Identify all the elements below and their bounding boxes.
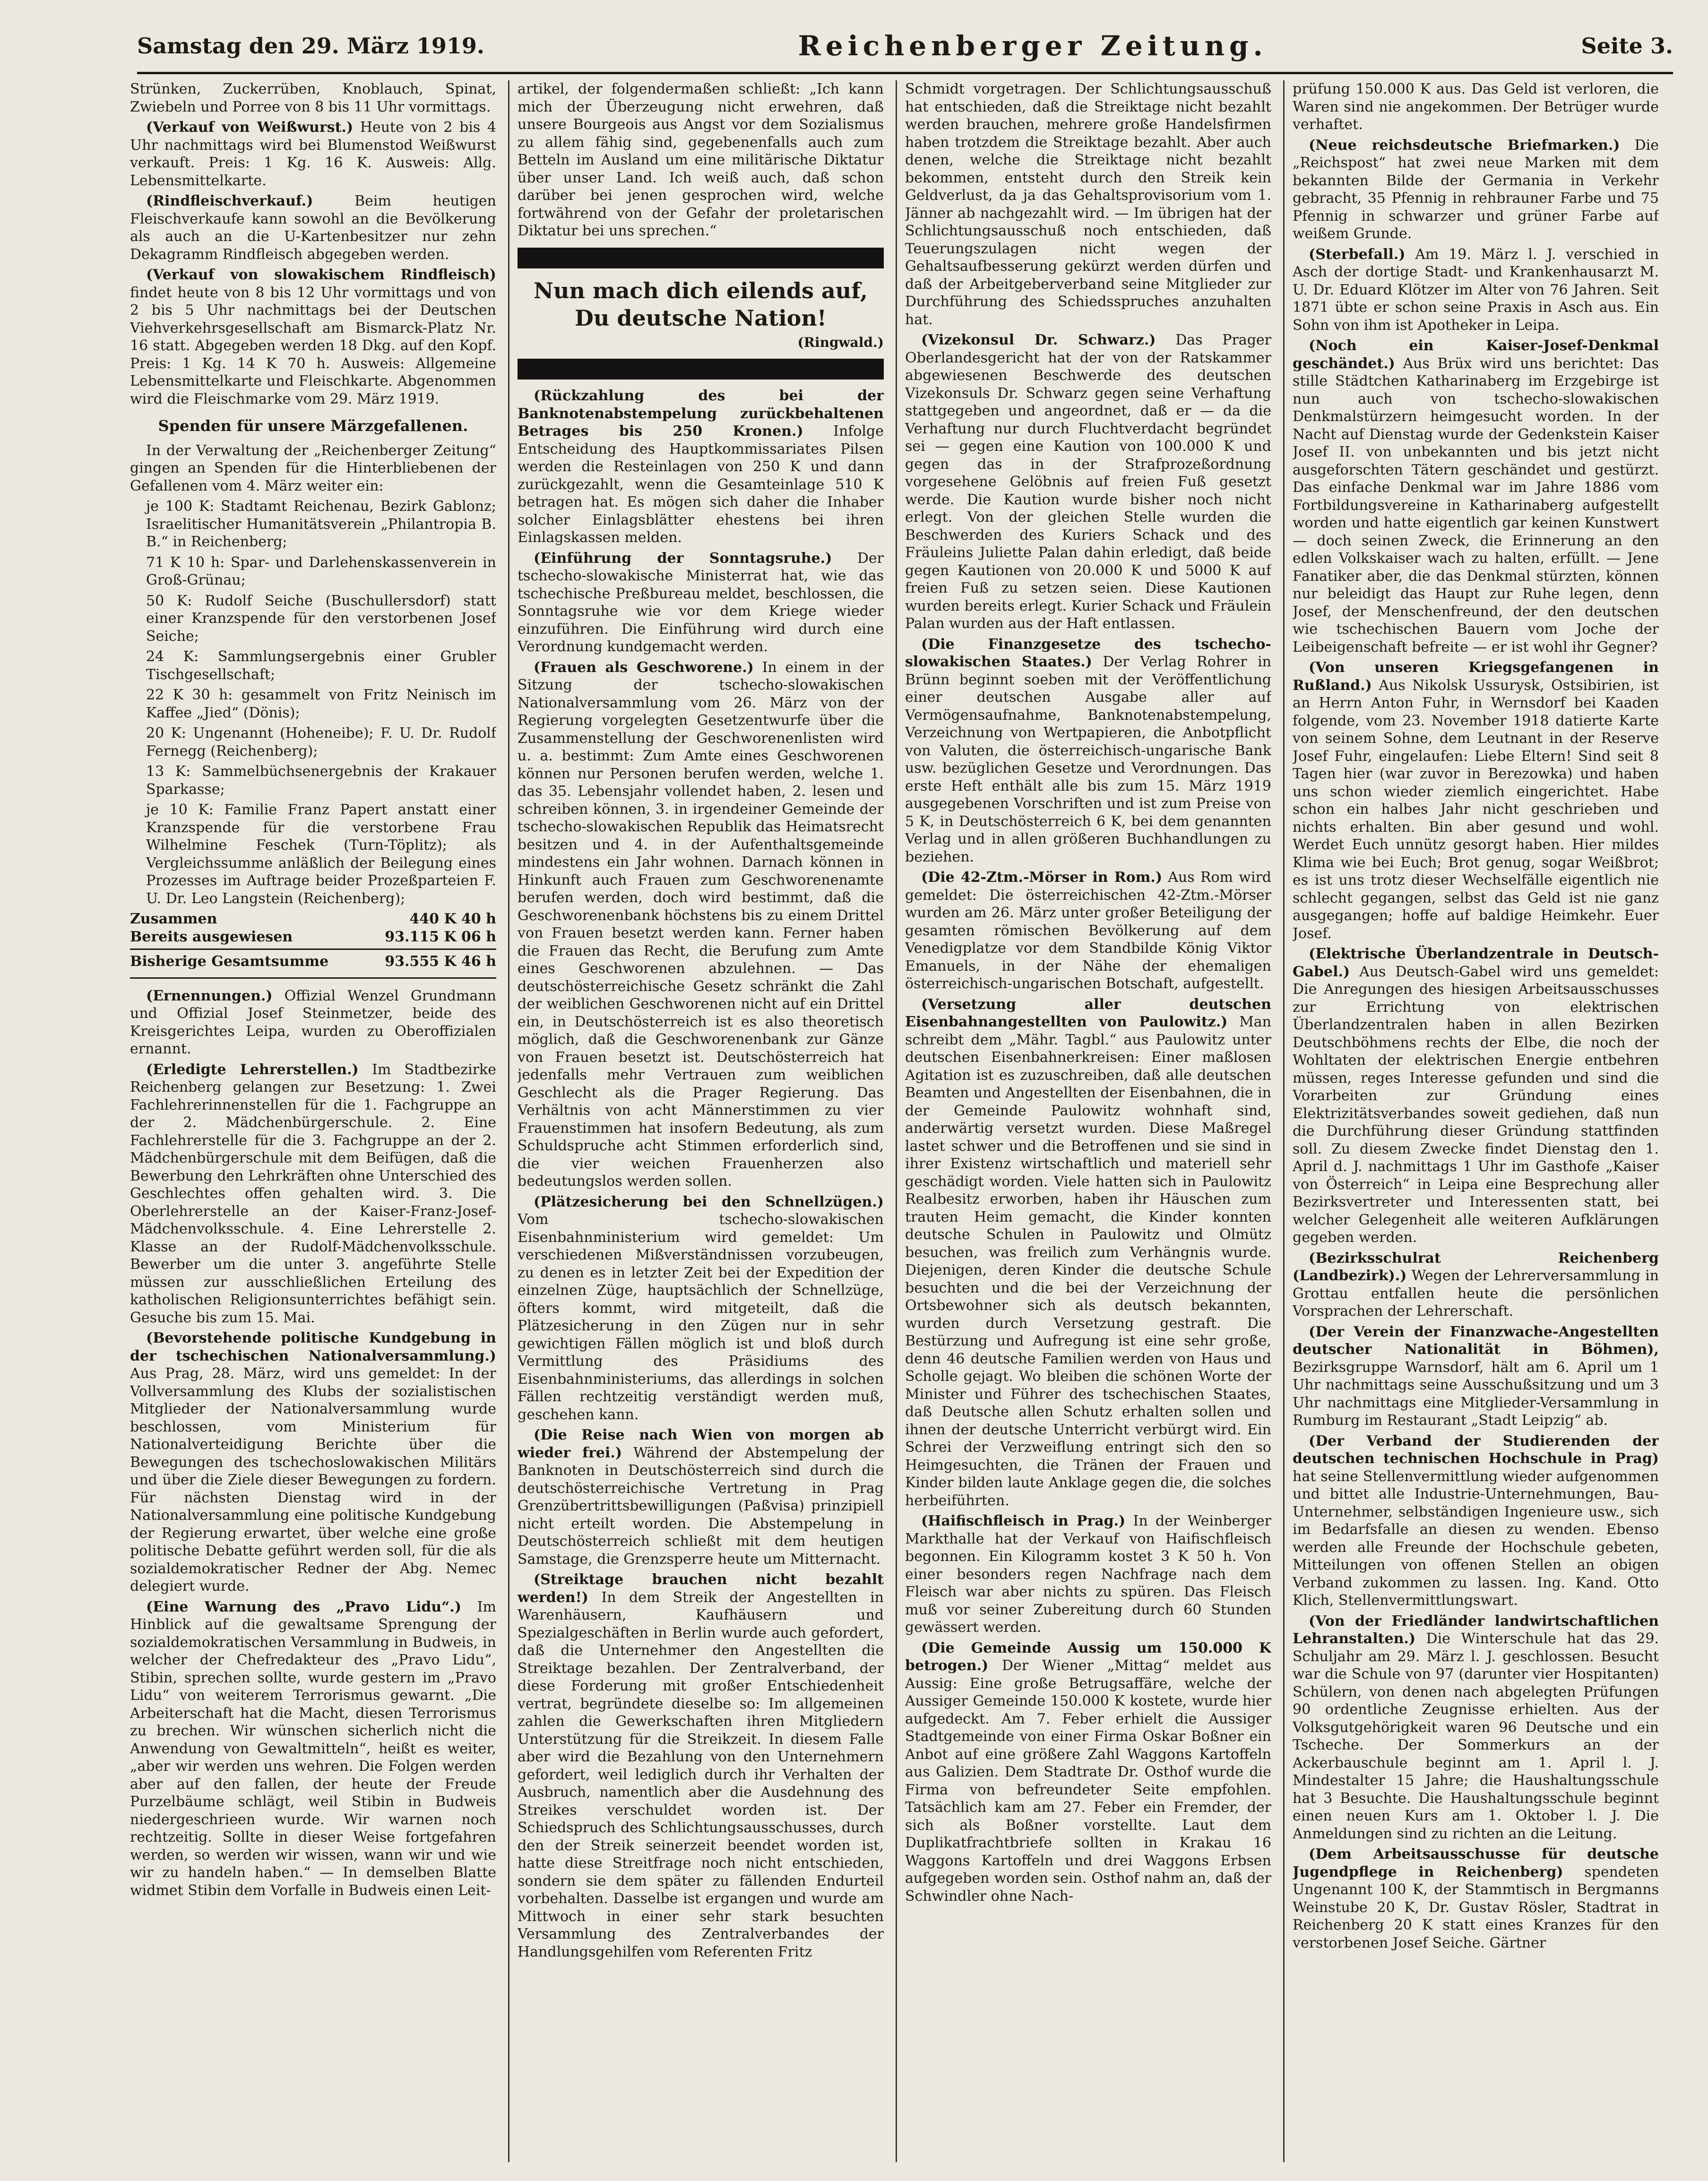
article-keyword: (Bevorstehende politische Kundgebung in der tschechischen Nationalversammlung.) bbox=[130, 1330, 496, 1364]
column-3 bbox=[905, 80, 1271, 2162]
article-keyword: (Neue reichsdeutsche Briefmarken.) bbox=[1309, 137, 1620, 154]
article-text: In der Weinberger Markthalle hat der Verkauf von Haifischfleisch begonnen. Ein Kilogramm kostet 3 K 50 h. Von einer besonders regen Nachfrage nach dem Fleisch war aber nichts zu spüren. Das Fleisch muß vor seiner Zubereitung durch 60 Stunden gewässert werden. bbox=[905, 1513, 1271, 1636]
motto-bar-top bbox=[518, 248, 884, 268]
article-text: Infolge Entscheidung des Hauptkommissariates Pilsen werden die Resteinlagen von 250 K und dann zurückgezahlt, wenn die Gesamteinlage 510 K betragen hat. Es mögen sich daher die Inhaber solcher Einlagsblätter ehestens bei ihren Einlagskassen melden. bbox=[518, 423, 884, 546]
article-keyword: (Streiktage brauchen nicht bezahlt werden!) bbox=[518, 1571, 884, 1606]
sum-label: Bereits ausgewiesen bbox=[130, 928, 293, 945]
article-text: Man schreibt dem „Mähr. Tagbl.“ aus Paulowitz unter deutschen Eisenbahnerkreisen: Einer maßlosen Agitation ist es zuzuschreiben, daß alle deutschen Beamten und Angestellten der Eisenbahnen, die in der Gemeinde Paulowitz wohnhaft sind, anderwärtig versetzt wurden. Diese Maßregel lastet schwer und die Betroffenen und sie sind in ihrer Existenz wirtschaftlich und materiell sehr geschädigt worden. Viele hatten sich in Paulowitz Realbesitz erworben, haben ihr Häuschen zum trauten Heim gemacht, die Kinder konnten deutsche Schulen in Paulowitz und Olmütz besuchen, was freilich zum Verhängnis wurde. Diejenigen, deren Kinder die deutsche Schule besuchten und die bei der Verzeichnung der Ortsbewohner sich als deutsch bekannten, wurden durch Versetzung gestraft. Die Bestürzung und Aufregung ist eine sehr große, denn 46 deutsche Familien werden von Haus und Scholle gejagt. Wo bleiben die schönen Worte der Minister und Führer des tschechischen Staates, daß Deutsche allen Schutz erhalten sollen und ihnen der deutsche Unterricht verbürgt wird. Ein Schrei der Verzweiflung entringt sich den so Heimgesuchten, die Tränen der Frauen und Kinder bilden laute Anklage gegen die, die solches herbeiführten. bbox=[905, 1014, 1271, 1509]
article-paragraph: Strünken, Zuckerrüben, Knoblauch, Spinat, Zwiebeln und Porree von 8 bis 11 Uhr vormittags. bbox=[130, 81, 496, 115]
sum-label: Bisherige Gesamtsumme bbox=[130, 953, 329, 970]
article-keyword: (Noch ein Kaiser-Josef-Denkmal geschändet.) bbox=[1293, 337, 1659, 372]
article-keyword: (Eine Warnung des „Pravo Lidu“.) bbox=[146, 1598, 462, 1615]
article-paragraph bbox=[130, 1329, 496, 1595]
article-text: hat seine Stellenvermittlung wieder aufgenommen und bittet alle Industrie-Unternehmungen, Bau-Unternehmer, selbständigen Ingenieure usw., sich im Bedarfsfalle an diesen zu wenden. Ebenso werden alle Freunde der Hochschule gebeten, Mitteilungen von offenen Stellen an obigen Verband zukommen zu lassen. Ing. Kand. Otto Klich, Stellenvermittlungswart. bbox=[1293, 1468, 1659, 1609]
article-paragraph bbox=[1293, 1612, 1659, 1843]
issue-date: Samstag den 29. März 1919. bbox=[137, 33, 484, 59]
article-keyword: (Verkauf von slowakischem Rindfleisch) bbox=[146, 267, 496, 283]
column-1 bbox=[130, 80, 496, 2162]
article-text: Bezirksgruppe Warnsdorf, hält am 6. April um 1 Uhr nachmittags seine Ausschußsitzung und um 3 Uhr nachmittags eine Mitglieder-Versammlung in Rumburg im Restaurant „Stadt Leipzig“ ab. bbox=[1293, 1359, 1659, 1429]
article-keyword: (Dem Arbeitsausschusse für deutsche Jugendpflege in Reichenberg) bbox=[1293, 1846, 1659, 1880]
list-item: 13 K: Sammelbüchsenergebnis der Krakauer Sparkasse; bbox=[146, 763, 496, 798]
article-keyword: (Erledigte Lehrerstellen.) bbox=[146, 1061, 359, 1078]
article-paragraph bbox=[905, 1639, 1271, 1905]
motto-text: Nun mach dich eilends auf, Du deutsche Nation! bbox=[533, 277, 868, 331]
article-keyword: (Verkauf von Weißwurst.) bbox=[146, 119, 354, 136]
article-keyword: (Die Gemeinde Aussig um 150.000 K betrogen.) bbox=[905, 1639, 1271, 1674]
masthead-title: Reichenberger Zeitung. bbox=[798, 30, 1268, 62]
article-paragraph bbox=[905, 869, 1271, 993]
article-paragraph bbox=[1293, 1845, 1659, 1952]
list-item: 20 K: Ungenannt (Hoheneibe); F. U. Dr. Rudolf Fernegg (Reichenberg); bbox=[146, 725, 496, 759]
article-keyword: (Einführung der Sonntagsruhe.) bbox=[534, 550, 832, 567]
article-keyword: (Sterbefall.) bbox=[1309, 246, 1406, 263]
motto-source: (Ringwald.) bbox=[797, 334, 884, 350]
sum-value: 93.115 K 06 h bbox=[385, 928, 496, 945]
article-text: Aus Brüx wird uns berichtet: Das stille Städtchen Katharinaberg im Erzgebirge ist nun auch von tschecho-slowakischen Denkmalstürzern heimgesucht worden. In der Nacht auf Dienstag wurde der Gedenkstein Kaiser Josef II. von unbekannten und bis jetzt nicht ausgeforschten Tätern geschändet und gestürzt. Das einfache Denkmal war im Jahre 1886 vom Fortbildungsvereine in Katharinaberg aufgestellt worden und hatte eigentlich gar keinen Kunstwert — doch seinen Zweck, die Erinnerung an den edlen Volkskaiser wach zu halten, erfüllt. — Jene Fanatiker aber, die das Denkmal stürzten, können nur beleidigt das Haupt zur Ruhe legen, denn Josef, der Menschenfreund, der den deutschen wie tschechischen Bauern vom Joche der Leibeigenschaft befreite — er ist wohl ihr Gegner? bbox=[1293, 355, 1659, 655]
article-paragraph bbox=[518, 550, 884, 656]
article-paragraph bbox=[1293, 945, 1659, 1247]
article-paragraph bbox=[130, 266, 496, 408]
list-item: 50 K: Rudolf Seiche (Buschullersdorf) statt einer Kranzspende für den verstorbenen Josef Seiche; bbox=[146, 592, 496, 645]
column-4 bbox=[1293, 80, 1659, 2162]
article-keyword: (Frauen als Geschworene.) bbox=[534, 659, 754, 676]
article-text: Das Prager Oberlandesgericht hat der von der Ratskammer abgewiesenen Beschwerde des deutschen Vizekonsuls Dr. Schwarz gegen seine Verhaftung stattgegeben und angeordnet, daß er — da die Verhaftung nur durch Fluchtverdacht begründet sei — gegen eine Kaution von 100.000 K und gegen das in der Strafprozeßordnung vorgesehene Gelöbnis auf freien Fuß gesetzt werde. Die Kaution wurde bisher noch nicht erlegt. Von der gleichen Stelle wurden die Beschwerden des Kuriers Schack und des Fräuleins Juliette Palan dahin erledigt, daß beide gegen Kautionen von 20.000 K und 5000 K auf freien Fuß zu setzen seien. Diese Kautionen wurden bereits erlegt. Kurier Schack und Fräulein Palan wurden aus der Haft entlassen. bbox=[905, 332, 1271, 632]
sum-row bbox=[130, 910, 496, 928]
article-text: Im Stadtbezirke Reichenberg gelangen zur Besetzung: 1. Zwei Fachlehrerinnenstellen für die 1. Fachgruppe an der 2. Mädchenbürgerschule. 2. Eine Fachlehrerstelle für die 3. Fachgruppe an der 2. Mädchenbürgerschule mit dem Beifügen, daß die Bewerbung den Lehrkräften ohne Unterschied des Geschlechtes offen gehalten wird. 3. Die Oberlehrerstelle an der Kaiser-Franz-Josef-Mädchenvolksschule. 4. Eine Lehrerstelle 2. Klasse an der Rudolf-Mädchenvolksschule. Bewerber um die unter 3. angeführte Stelle müssen zur ausschließlichen Erteilung des katholischen Religionsunterrichtes befähigt sein. Gesuche bis zum 15. Mai. bbox=[130, 1061, 496, 1326]
article-keyword: (Ernennungen.) bbox=[146, 987, 273, 1004]
article-text: Der Verlag Rohrer in Brünn beginnt soeben mit der Veröffentlichung einer deutschen Ausgabe aller auf Vermögensaufnahme, Banknotenabstempelung, Verzeichnung von Wertpapieren, die Anbotpflicht von Valuten, die österreichisch-ungarische Bank usw. bezüglichen Gesetze und Verordnungen. Das erste Heft enthält alle bis zum 15. März 1919 ausgegebenen Vorschriften und ist zum Preise von 5 K, in Deutschösterreich 6 K, bei dem genannten Verlag und in allen größeren Buchhandlungen zu beziehen. bbox=[905, 654, 1271, 865]
article-keyword: (Die Finanzgesetze des tschecho-slowakischen Staates.) bbox=[905, 636, 1271, 670]
article-paragraph bbox=[905, 1512, 1271, 1637]
donation-list bbox=[130, 498, 496, 907]
article-paragraph bbox=[130, 192, 496, 263]
article-keyword: (Von unseren Kriegsgefangenen in Rußland.) bbox=[1293, 659, 1659, 694]
article-paragraph bbox=[1293, 1250, 1659, 1320]
article-paragraph bbox=[518, 1571, 884, 1961]
article-keyword: (Rückzahlung des bei der Banknotenabstempelung zurückbehaltenen Betrages bis 250 Kronen.) bbox=[518, 388, 884, 440]
article-text: Im Hinblick auf die gewaltsame Sprengung der sozialdemokratischen Versammlung in Budweis, in welcher der Chefredakteur des „Pravo Lidu“, Stibin, sprechen sollte, wurde gestern im „Pravo Lidu“ von weiterem Terrorismus gewarnt. „Die Arbeiterschaft hat die Macht, diesen Terrorismus zu brechen. Wir wünschen sicherlich nicht die Anwendung von Gewaltmitteln“, heißt es weiter, „aber wir werden uns wehren. Die Folgen werden aber auf den fallen, der heute der Freude Purzelbäume schlägt, weil Stibin in Budweis niedergeschrieen wurde. Wir warnen noch rechtzeitig. Sollte in dieser Weise fortgefahren werden, so werden wir wissen, wann wir und wie wir zu handeln haben.“ — In demselben Blatte widmet Stibin dem Vorfalle in Budweis einen Leit- bbox=[130, 1598, 496, 1899]
article-paragraph bbox=[130, 1598, 496, 1900]
article-text: Aus Deutsch-Gabel wird uns gemeldet: Die Anregungen des hiesigen Arbeitsausschusses zur Errichtung von elektrischen Überlandzentralen haben in allen Bezirken Deutschböhmens rechts der Elbe, die noch der Wohltaten der elektrischen Energie entbehren müssen, reges Interesse gefunden und sind die Vorarbeiten zur Gründung eines Elektrizitätsverbandes soweit gediehen, daß nun die Durchführung dieser Gründung stattfinden soll. Zu diesem Zwecke findet Dienstag den 1. April d. J. nachmittags 1 Uhr im Gasthofe „Kaiser von Österreich“ in Leipa eine Besprechung aller Bezirksvertreter und Interessenten statt, bei welcher Gelegenheit alle weiteren Aufklärungen gegeben werden. bbox=[1293, 963, 1659, 1246]
article-text: spendeten Ungenannt 100 K, der Stammtisch in Bergmanns Weinstube 20 K, Dr. Gustav Rösler, Stadtrat in Reichenberg 20 K statt eines Kranzes für den verstorbenen Josef Seiche. Gärtner bbox=[1293, 1863, 1659, 1951]
article-paragraph bbox=[130, 987, 496, 1058]
column-divider bbox=[1283, 80, 1285, 2162]
article-keyword: (Haifischfleisch in Prag.) bbox=[921, 1513, 1126, 1529]
article-paragraph: prüfung 150.000 K aus. Das Geld ist verloren, die Waren sind nie angekommen. Der Betrüger wurde verhaftet. bbox=[1293, 81, 1659, 133]
list-item: je 10 K: Familie Franz Papert anstatt einer Kranzspende für die verstorbene Frau Wilhelmine Feschek (Turn-Töplitz); als Vergleichssumme anläßlich der Beilegung eines Prozesses im Auftrage beider Prozeßparteien F. U. Dr. Leo Langstein (Reichenberg); bbox=[146, 802, 496, 907]
article-paragraph bbox=[518, 659, 884, 1190]
article-text: Die „Reichspost“ hat zwei neue Marken mit dem bekannten Bilde der Germania in Verkehr gebracht, 35 Pfennig in rehbrauner Farbe und 75 Pfennig in schwarzer und grüner Farbe auf weißem Grunde. bbox=[1293, 137, 1659, 242]
column-divider bbox=[896, 80, 897, 2162]
article-paragraph bbox=[518, 387, 884, 547]
list-item: 24 K: Sammlungsergebnis einer Grubler Tischgesellschaft; bbox=[146, 648, 496, 683]
list-item: 22 K 30 h: gesammelt von Fritz Neinisch im Kaffee „Jied“ (Dönis); bbox=[146, 687, 496, 721]
article-text: In dem Streik der Angestellten in Warenhäusern, Kaufhäusern und Spezialgeschäften in Berlin wurde auch gefordert, daß die Unternehmer den Angestellten die Streiktage bezahlen. Der Zentralverband, der diese Forderung mit großer Entschiedenheit vertrat, begründete dieselbe so: Im allgemeinen zahlen die Gewerkschaften ihren Mitgliedern Unterstützung für die Streikzeit. In diesem Falle aber wird die Bezahlung von den Unternehmern gefordert, weil lediglich durch ihr Verhalten der Ausbruch, namentlich aber die Ausdehnung des Streikes verschuldet worden ist. Der Schiedspruch des Schlichtungsausschusses, durch den der Streik seinerzeit beendet worden ist, hatte diese Streitfrage noch nicht entschieden, sondern sie dem später zu fällenden Endurteil vorbehalten. Dasselbe ist ergangen und wurde am Mittwoch in einer sehr stark besuchten Versammlung des Zentralverbandes der Handlungsgehilfen vom Referenten Fritz bbox=[518, 1589, 884, 1960]
article-paragraph bbox=[1293, 1432, 1659, 1610]
article-text: Aus Rom wird gemeldet: Die österreichischen 42-Ztm.-Mörser wurden am 26. März unter großer Beteiligung der gesamten römischen Bevölkerung auf dem Venedigplatze vor dem Standbilde König Viktor Emanuels, in der Nähe der ehemaligen österreichisch-ungarischen Botschaft, aufgestellt. bbox=[905, 869, 1271, 992]
article-keyword: (Bezirksschulrat Reichenberg (Landbezirk).) bbox=[1293, 1250, 1659, 1284]
article-text: Beim heutigen Fleischverkaufe kann sowohl an die Bevölkerung als auch an die U-Kartenbesitzer nur zehn Dekagramm Rindfleisch abgegeben werden. bbox=[130, 193, 496, 263]
article-keyword: (Der Verband der Studierenden der deutschen technischen Hochschule in Prag) bbox=[1293, 1432, 1659, 1467]
article-paragraph bbox=[905, 331, 1271, 633]
motto-bar-bottom bbox=[518, 359, 884, 379]
article-paragraph bbox=[130, 119, 496, 190]
sum-value: 440 K 40 h bbox=[409, 911, 496, 927]
article-paragraph bbox=[905, 996, 1271, 1510]
article-paragraph: Schmidt vorgetragen. Der Schlichtungsausschuß hat entschieden, daß die Streiktage nicht bezahlt werden brauchen, mehrere große Handelsfirmen haben trotzdem die Streiktage bezahlt. Aber auch denen, welche die Streiktage nicht bezahlt bekommen, entsteht durch den Streik kein Geldverlust, da ja das Gehaltsprovisorium vom 1. Jänner ab nachgezahlt wird. — Im übrigen hat der Schlichtungsausschuß noch entschieden, daß Teuerungszulagen nicht wegen der Gehaltsaufbesserung gekürzt werden dürfen und daß der Arbeitgeberverband seine Mitglieder zur Durchführung des Schiedsspruches anzuhalten hat. bbox=[905, 81, 1271, 328]
article-text: Am 19. März l. J. verschied in Asch der dortige Stadt- und Krankenhausarzt M. U. Dr. Eduard Klötzer im Alter von 76 Jahren. Seit 1871 übte er schon seine Praxis in Asch aus. Ein Sohn von ihm ist Apotheker in Leipa. bbox=[1293, 246, 1659, 334]
article-keyword: (Der Verein der Finanzwache-Angestellten deutscher Nationalität in Böhmen), bbox=[1293, 1323, 1659, 1358]
article-text: Der Wiener „Mittag“ meldet aus Aussig: Eine große Betrugsaffäre, welche der Aussiger Gemeinde 150.000 K kostete, wurde hier aufgedeckt. Am 7. Feber erhielt die Aussiger Stadtgemeinde von einer Firma Oskar Boßner ein Anbot auf eine größere Zahl Waggons Kartoffeln aus Galizien. Dem Stadtrate Dr. Osthof wurde die Firma von befreundeter Seite empfohlen. Tatsächlich kam am 27. Feber ein Fremder, der sich als Boßner vorstellte. Laut dem Duplikatfrachtbriefe sollten in Krakau 16 Waggons Kartoffeln und drei Waggons Erbsen aufgegeben worden sein. Osthof nahm an, daß der Schwindler ohne Nach- bbox=[905, 1657, 1271, 1905]
sum-label: Zusammen bbox=[130, 911, 217, 927]
section-rule bbox=[130, 977, 496, 979]
article-text: Die Winterschule hat das 29. Schuljahr am 29. März l. J. geschlossen. Besucht war die Schule von 97 (darunter vier Hospitanten) Schülern, von denen nach abgelegten Prüfungen 90 ordentliche Zeugnisse erhielten. Aus der Volksgutgehörigkeit waren 96 Deutsche und ein Tscheche. Der Sommerkurs an der Ackerbauschule beginnt am 1. April l. J. Mindestalter 15 Jahre; die Haushaltungsschule hat 3 Besuchte. Die Haushaltungsschule beginnt einen neuen Kurs am 1. Oktober l. J. Die Anmeldungen sind zu richten an die Leitung. bbox=[1293, 1630, 1659, 1842]
list-item: 71 K 10 h: Spar- und Darlehenskassenverein in Groß-Grünau; bbox=[146, 554, 496, 588]
article-paragraph bbox=[1293, 337, 1659, 656]
article-keyword: (Die Reise nach Wien von morgen ab wieder frei.) bbox=[518, 1427, 884, 1461]
article-keyword: (Elektrische Überlandzentrale in Deutsch-Gabel.) bbox=[1293, 946, 1659, 980]
article-keyword: (Von der Friedländer landwirtschaftlichen Lehranstalten.) bbox=[1293, 1612, 1659, 1647]
article-paragraph bbox=[905, 636, 1271, 866]
list-item: je 100 K: Stadtamt Reichenau, Bezirk Gablonz; Israelitischer Humanitätsverein „Philantropia B. B.“ in Reichenberg; bbox=[146, 498, 496, 550]
column-divider bbox=[508, 80, 509, 2162]
article-keyword: (Plätzesicherung bei den Schnellzügen.) bbox=[534, 1193, 884, 1210]
article-keyword: (Vizekonsul Dr. Schwarz.) bbox=[921, 332, 1156, 348]
article-text: Aus Nikolsk Ussurysk, Ostsibirien, ist an Herrn Anton Fuhr, in Wernsdorf bei Kaaden folgende, vom 23. November 1918 datierte Karte von seinem Sohne, dem Leutnant in der Reserve Josef Fuhr, eingelaufen: Liebe Eltern! Sind seit 8 Tagen hier (war zuvor in Berezowka) und haben uns schon wieder ziemlich eingerichtet. Habe schon ein halbes Jahr nicht geschrieben und nichts erhalten. Bin aber gesund und wohl. Werdet Euch unnütz gesorgt haben. Hier mildes Klima wie bei Euch; Brot genug, sogar Weißbrot; es ist uns trotz dieser Wechselfälle eigentlich nie schlecht gegangen, selbst das Geld ist nie ganz ausgegangen; hoffe auf baldige Heimkehr. Euer Josef. bbox=[1293, 677, 1659, 942]
column-2 bbox=[518, 80, 884, 2162]
article-paragraph: artikel, der folgendermaßen schließt: „Ich kann mich der Überzeugung nicht erwehren, daß unsere Bourgeois aus Angst vor dem Sozialismus zu allem fähig sind, gegebenenfalls auch zum Betteln im Ausland um eine militärische Diktatur über unser Land. Ich weiß auch, daß schon darüber bei jenen gesprochen wird, welche fortwährend von der Gefahr der proletarischen Diktatur bei uns sprechen.“ bbox=[518, 81, 884, 239]
article-text: Offizial Wenzel Grundmann und Offizial Josef Steinmetzer, beide des Kreisgerichtes Leipa, wurden zu Oberoffizialen ernannt. bbox=[130, 987, 496, 1057]
article-paragraph bbox=[1293, 137, 1659, 243]
article-text: Vom tschecho-slowakischen Eisenbahnministerium wird gemeldet: Um verschiedenen Mißverständnissen vorzubeugen, zu denen es in letzter Zeit bei der Expedition der einzelnen Züge, hauptsächlich der Schnellzüge, öfters kommt, wird mitgeteilt, daß die Plätzesicherung in den Zügen nur in sehr gewichtigen Fällen möglich ist und bloß durch Vermittlung des Präsidiums des Eisenbahnministeriums, das allerdings in solchen Fällen rechtzeitig verständigt werden muß, geschehen kann. bbox=[518, 1211, 884, 1423]
article-paragraph bbox=[1293, 246, 1659, 335]
article-keyword: (Die 42-Ztm.-Mörser in Rom.) bbox=[921, 869, 1163, 886]
sum-value: 93.555 K 46 h bbox=[385, 953, 496, 970]
article-paragraph bbox=[1293, 659, 1659, 942]
article-paragraph bbox=[518, 1426, 884, 1568]
article-text: Aus Prag, 28. März, wird uns gemeldet: In der Vollversammlung des Klubs der sozialistischen Mitglieder der Nationalversammlung wurde beschlossen, vom Ministerium für Nationalverteidigung Berichte über die Bewegungen des tschechoslowakischen Militärs und über die Ziele dieser Bewegungen zu fordern. Für nächsten Dienstag wird in der Nationalversammlung eine politische Kundgebung der Regierung erwartet, über welche eine große politische Debatte geführt werden soll, für die als sozialdemokratischer Redner der Abg. Nemec delegiert wurde. bbox=[130, 1365, 496, 1595]
article-text: Heute von 2 bis 4 Uhr nachmittags wird bei Blumenstod Weißwurst verkauft. Preis: 1 Kg. 16 K. Ausweis: Allg. Lebensmittelkarte. bbox=[130, 119, 496, 189]
article-text: In einem in der Sitzung der tschecho-slowakischen Nationalversammlung vom 26. März von der Regierung vorgelegten Gesetzentwurfe über die Zusammenstellung der Geschworenenlisten wird u. a. bestimmt: Zum Amte eines Geschworenen können nur Personen berufen werden, welche 1. das 35. Lebensjahr vollendet haben, 2. lesen und schreiben können, 3. in irgendeiner Gemeinde der tschecho-slowakischen Republik das Heimatsrecht besitzen und 4. in der Aufenthaltsgemeinde mindestens ein Jahr wohnen. Darnach können in Hinkunft auch Frauen zum Geschworenenamte berufen werden, doch wird bestimmt, daß die Geschworenenbank höchstens bis zu einem Drittel von Frauen besetzt werden kann. Ferner haben die Frauen das Recht, die Berufung zum Amte eines Geschworenen abzulehnen. — Das deutschösterreichische Gesetz schränkt die Zahl der weiblichen Geschworenen nicht auf ein Drittel ein, in Deutschösterreich ist es also theoretisch möglich, daß die Geschworenenbank zur Gänze von Frauen besetzt ist. Deutschösterreich hat jedenfalls mehr Vertrauen zum weiblichen Geschlecht als die Prager Regierung. Das Verhältnis von acht Männerstimmen zu vier Frauenstimmen hat insofern Bedeutung, als zum Schuldspruche acht Stimmen erforderlich sind, die vier weichen Frauenherzen also bedeutungslos werden sollen. bbox=[518, 659, 884, 1190]
article-paragraph bbox=[130, 1061, 496, 1327]
sum-rule bbox=[130, 948, 496, 950]
page-number: Seite 3. bbox=[1581, 33, 1673, 59]
article-text: findet heute von 8 bis 12 Uhr vormittags und von 2 bis 5 Uhr nachmittags bei der Deutschen Viehverkehrsgesellschaft am Bismarck-Platz Nr. 16 statt. Abgegeben werden 18 Dkg. auf den Kopf. Preis: 1 Kg. 14 K 70 h. Ausweis: Allgemeine Lebensmittelkarte und Fleischkarte. Abgenommen wird die Fleischmarke vom 29. März 1919. bbox=[130, 284, 496, 407]
article-keyword: (Rindfleischverkauf.) bbox=[146, 193, 313, 209]
header-rule bbox=[137, 72, 1673, 74]
article-paragraph bbox=[518, 1193, 884, 1424]
sum-total-row bbox=[130, 953, 496, 971]
article-paragraph: In der Verwaltung der „Reichenberger Zeitung“ gingen an Spenden für die Hinterbliebenen der Gefallenen vom 4. März weiter ein: bbox=[130, 442, 496, 494]
sum-row bbox=[130, 928, 496, 946]
page-header bbox=[137, 25, 1673, 67]
article-keyword: (Versetzung aller deutschen Eisenbahnangestellten von Paulowitz.) bbox=[905, 996, 1271, 1030]
article-text: Wegen der Lehrerversammlung in Grottau entfallen heute die persönlichen Vorsprachen der Lehrerschaft. bbox=[1293, 1267, 1659, 1319]
section-heading: Spenden für unsere Märzgefallenen. bbox=[158, 417, 468, 435]
article-text: Während der Abstempelung der Banknoten in Deutschösterreich sind durch die deutschösterreichische Vertretung in Prag Grenzübertrittsbewilligungen (Paßvisa) prinzipiell nicht erteilt worden. Die Abstempelung in Deutschösterreich schließt mit dem heutigen Samstage, die Grenzsperre heute um Mitternacht. bbox=[518, 1444, 884, 1568]
article-text: Der tschecho-slowakische Ministerrat hat, wie das tschechische Preßbureau meldet, beschlossen, die Sonntagsruhe wie vor dem Kriege wieder einzuführen. Die Einführung wird durch eine Verordnung kundgemacht werden. bbox=[518, 550, 884, 655]
article-paragraph bbox=[1293, 1323, 1659, 1430]
